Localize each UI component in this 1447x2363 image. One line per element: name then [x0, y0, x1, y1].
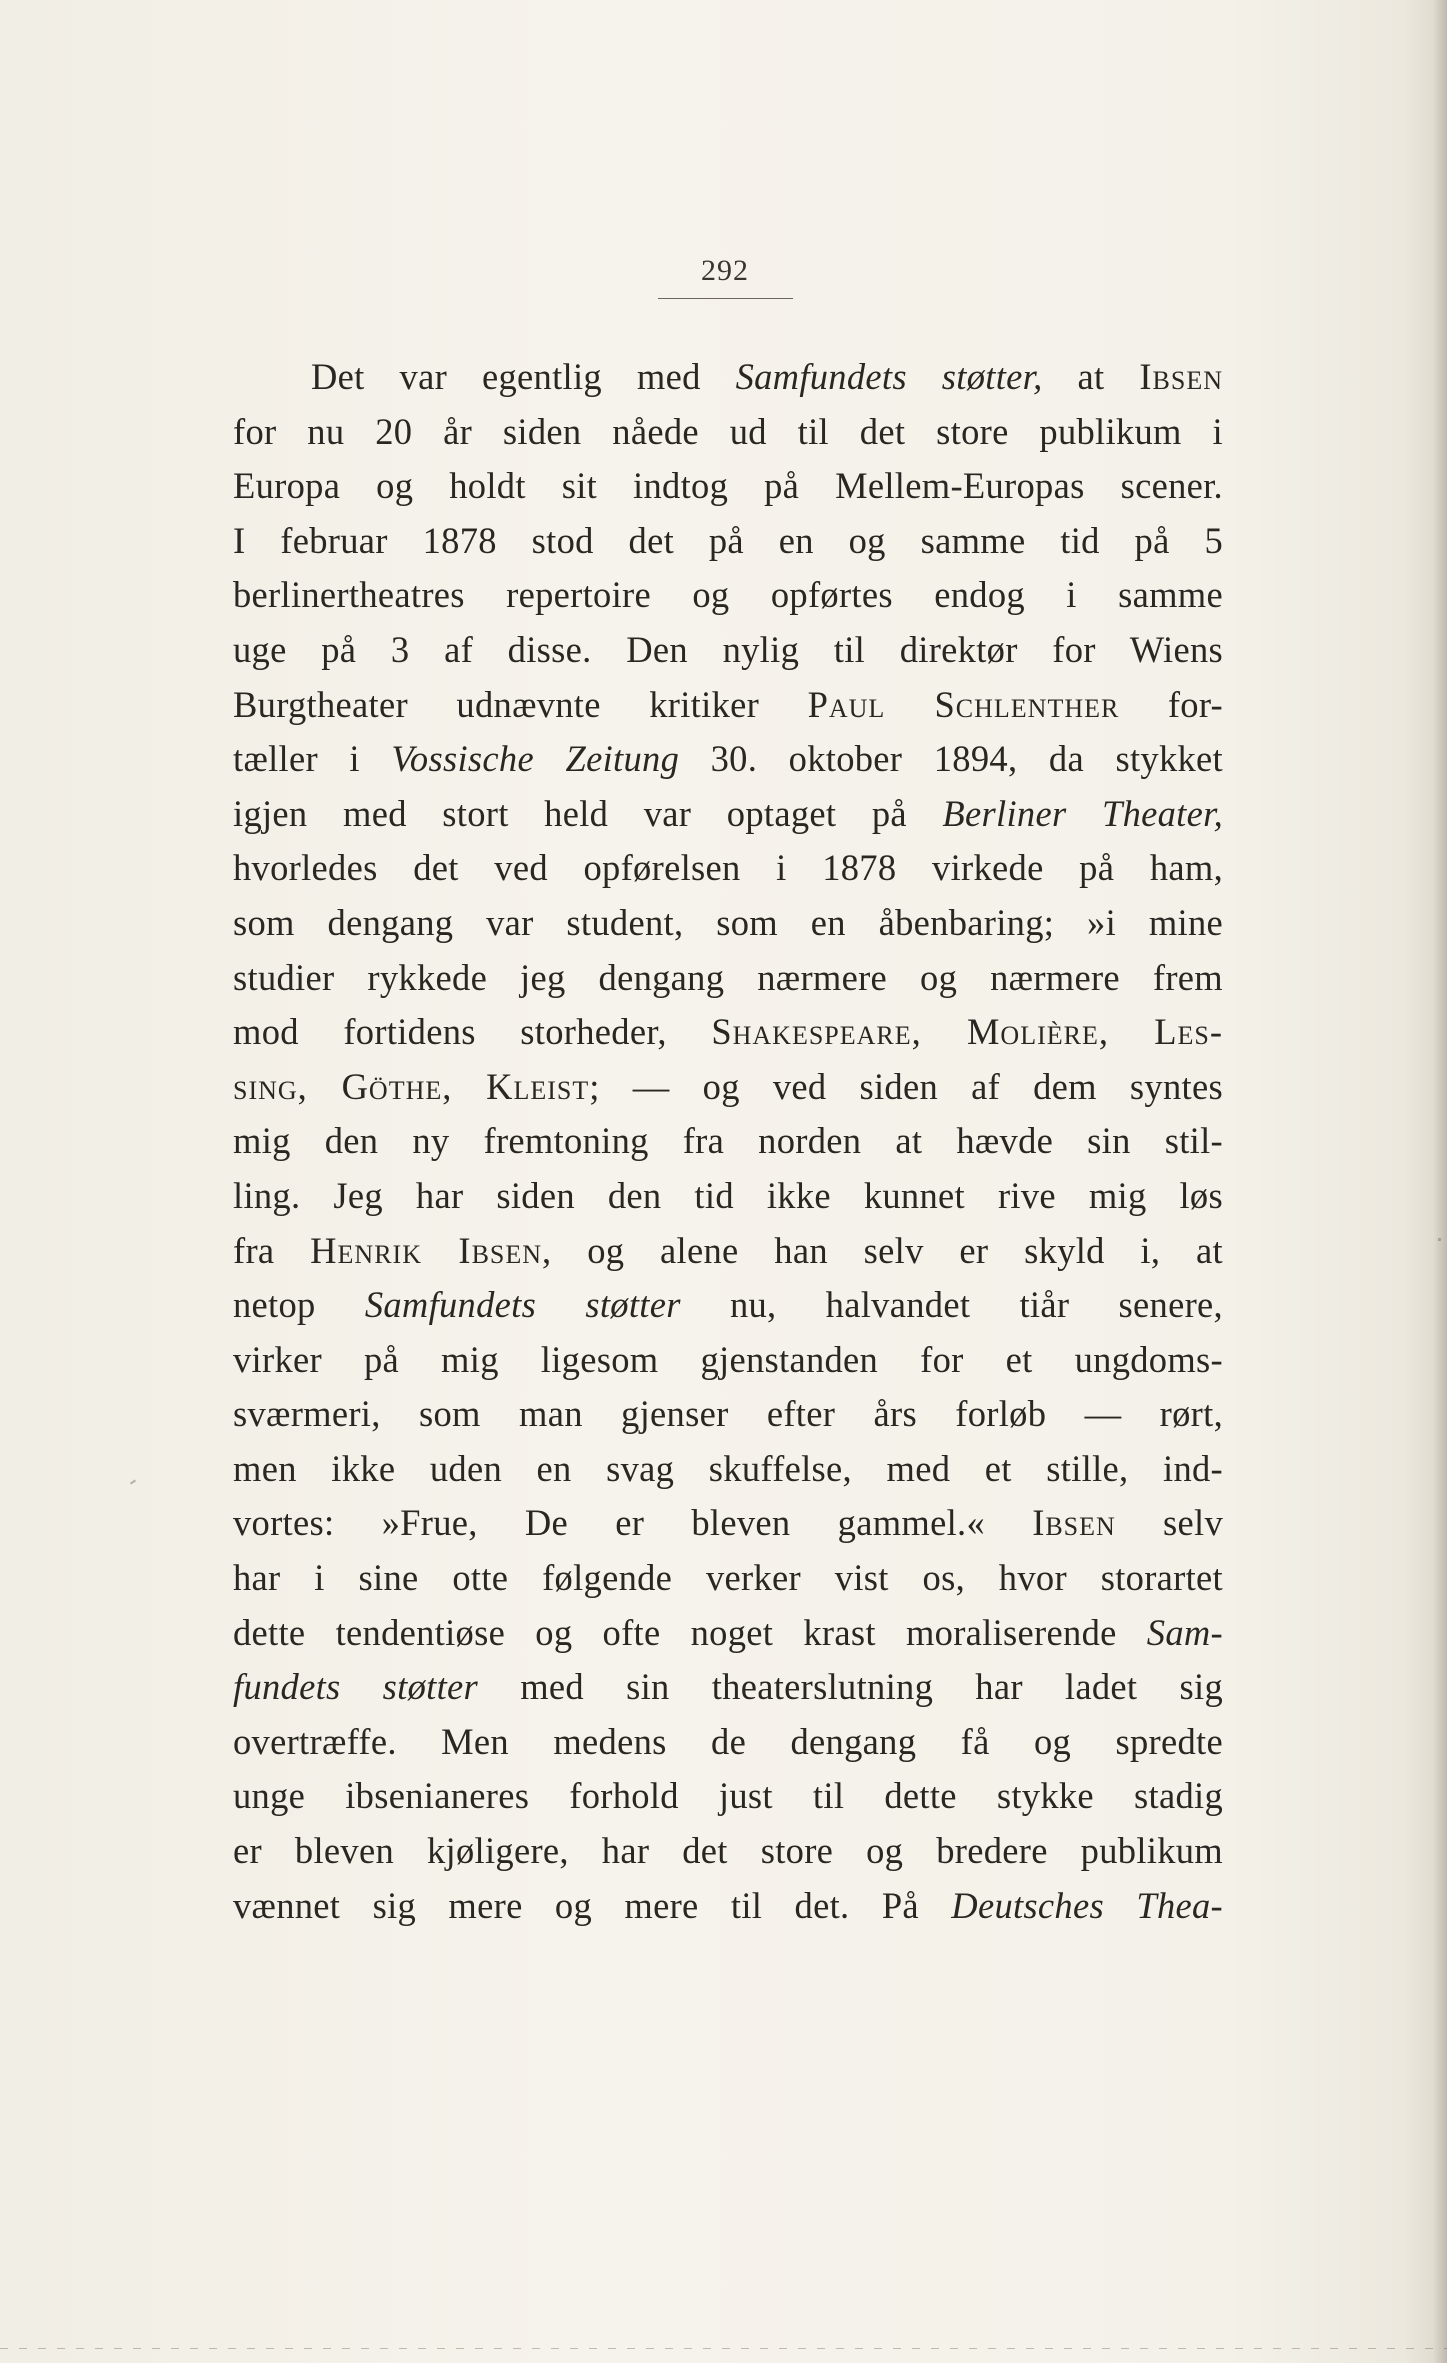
italic-text: Vossische Zeitung: [391, 738, 680, 780]
text-line: [233, 1660, 1223, 1715]
text-span: selv: [1115, 1502, 1223, 1544]
text-line: [233, 1060, 1223, 1115]
text-span: som dengang var student, som en åbenbaring; »i mine: [233, 901, 1223, 943]
text-span: mig den ny fremtoning fra norden at hævde sin stil-: [233, 1120, 1223, 1162]
text-span: igjen med stort held var optaget på: [233, 792, 943, 834]
italic-text: fundets støtter: [233, 1666, 479, 1708]
italic-text: Berliner Theater,: [942, 792, 1223, 834]
text-line: [233, 1879, 1223, 1934]
page-edge-shadow: [1433, 0, 1447, 2363]
text-span: overtræffe. Men medens de dengang få og spredte: [233, 1720, 1223, 1762]
text-span: studier rykkede jeg dengang nærmere og nærmere frem: [233, 956, 1223, 998]
text-span: er bleven kjøligere, har det store og bredere publikum: [233, 1830, 1223, 1872]
italic-text: Samfundets støtter,: [735, 356, 1043, 397]
page-number-rule: [658, 298, 793, 299]
text-span: for nu 20 år siden nåede ud til det store publikum i: [233, 410, 1223, 452]
paper-speck: [130, 1479, 136, 1484]
text-line: [233, 841, 1223, 896]
text-line: [233, 1551, 1223, 1606]
text-line: [233, 1606, 1223, 1661]
small-caps-name: sing, Göthe, Kleist: [233, 1065, 590, 1107]
text-span: ; — og ved siden af dem syntes: [589, 1065, 1223, 1107]
text-span: med sin theaterslutning har ladet sig: [478, 1666, 1223, 1708]
text-line: [233, 732, 1223, 787]
text-line: [233, 678, 1223, 733]
text-span: mod fortidens storheder,: [233, 1011, 712, 1053]
text-span: unge ibsenianeres forhold just til dette stykke stadig: [233, 1775, 1223, 1817]
text-span: vænnet sig mere og mere til det. På: [233, 1884, 952, 1926]
small-caps-name: Paul Schlenther: [807, 683, 1120, 725]
text-line: [233, 568, 1223, 623]
text-line: [233, 1278, 1223, 1333]
text-line: [233, 1769, 1223, 1824]
text-line: [233, 1387, 1223, 1442]
text-span: Europa og holdt sit indtog på Mellem-Europas scener.: [233, 465, 1223, 507]
text-line: [233, 1114, 1223, 1169]
text-line: [233, 1005, 1223, 1060]
text-span: at: [1042, 356, 1140, 397]
text-span: virker på mig ligesom gjenstanden for et ungdoms-: [233, 1338, 1223, 1380]
text-span: fra: [233, 1229, 311, 1271]
text-span: berlinertheatres repertoire og opførtes endog i samme: [233, 574, 1223, 616]
text-span: ling. Jeg har siden den tid ikke kunnet rive mig løs: [233, 1174, 1223, 1216]
text-span: Burgtheater udnævnte kritiker: [233, 683, 808, 725]
text-span: Det var egentlig med: [311, 356, 736, 397]
text-span: netop: [233, 1284, 365, 1326]
paper-speck: [1438, 1238, 1441, 1241]
text-line: [233, 405, 1223, 460]
text-line: [233, 787, 1223, 842]
text-span: nu, halvandet tiår senere,: [680, 1284, 1223, 1326]
body-text: [233, 350, 1223, 1933]
text-line: [233, 514, 1223, 569]
small-caps-name: Shakespeare, Molière, Les-: [711, 1011, 1224, 1053]
text-line: [233, 1824, 1223, 1879]
text-line: [233, 1224, 1223, 1279]
text-line: [233, 350, 1223, 405]
text-span: dette tendentiøse og ofte noget krast moraliserende: [233, 1611, 1147, 1653]
small-caps-name: Ibsen: [1139, 356, 1223, 397]
italic-text: Sam-: [1146, 1611, 1223, 1653]
text-line: [233, 1715, 1223, 1770]
text-line: [233, 459, 1223, 514]
text-line: [233, 1169, 1223, 1224]
text-span: uge på 3 af disse. Den nylig til direktør for Wiens: [233, 628, 1223, 670]
text-span: hvorledes det ved opførelsen i 1878 virkede på ham,: [233, 847, 1223, 889]
text-span: sværmeri, som man gjenser efter års forløb — rørt,: [233, 1393, 1223, 1435]
small-caps-name: Henrik Ibsen: [310, 1229, 543, 1271]
text-line: [233, 1442, 1223, 1497]
small-caps-name: Ibsen: [1032, 1502, 1116, 1544]
italic-text: Samfundets støtter: [364, 1284, 681, 1326]
text-span: men ikke uden en svag skuffelse, med et stille, ind-: [233, 1447, 1223, 1489]
italic-text: Deutsches Thea-: [951, 1884, 1223, 1926]
text-line: [233, 1333, 1223, 1388]
text-span: 30. oktober 1894, da stykket: [679, 738, 1223, 780]
text-span: tæller i: [233, 738, 392, 780]
text-line: [233, 623, 1223, 678]
text-span: har i sine otte følgende verker vist os, hvor storartet: [233, 1557, 1223, 1599]
text-span: for-: [1119, 683, 1223, 725]
text-line: [233, 896, 1223, 951]
text-span: I februar 1878 stod det på en og samme tid på 5: [233, 519, 1223, 561]
text-line: [233, 951, 1223, 1006]
text-span: , og alene han selv er skyld i, at: [542, 1229, 1223, 1271]
page-number: 292: [701, 254, 749, 287]
text-line: [233, 1496, 1223, 1551]
page-bottom-edge: [0, 2348, 1447, 2349]
text-span: vortes: »Frue, De er bleven gammel.«: [233, 1502, 1033, 1544]
